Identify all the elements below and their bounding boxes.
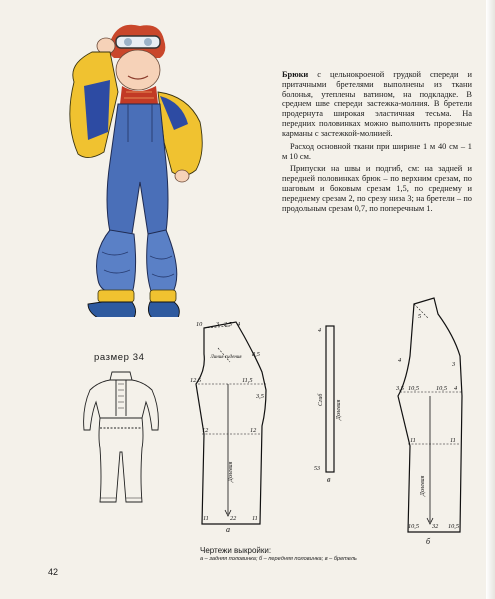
pattern-b-grain-label: Долевая: [420, 475, 426, 496]
pattern-b-n-d: 4: [454, 385, 458, 392]
pattern-a-top-num-4: 4: [237, 321, 241, 328]
pattern-b-mid-left: 11: [410, 437, 416, 444]
paragraph-seam-allowances: Припуски на швы и подгиб, см: на задней и передней половинках брюк – по верхним срезам, по шаговым и боковым срезам 1,5, по среднему и переднему срезам 2, по срезу низа 3; на бретели – по продольным срезам 0,7, по поперечным 1.: [282, 164, 472, 213]
pattern-b-bot-mid: 32: [432, 523, 439, 530]
pattern-b-bot-right: 10,5: [448, 523, 460, 530]
pattern-v-top-num: 4: [318, 328, 321, 334]
pattern-back-half: [190, 314, 276, 534]
pattern-a-seat-line-label: Линия сидения: [210, 355, 242, 360]
overalls-flat-sketch: [78, 368, 164, 510]
pattern-caption: [200, 546, 470, 562]
paragraph-description: [282, 70, 472, 139]
pattern-b-mid-right: 11: [450, 437, 456, 444]
pattern-a-bot-right: 11: [252, 515, 258, 522]
pattern-a-right-top: 8,5: [252, 351, 260, 358]
pattern-v-bot-num: 53: [314, 466, 320, 472]
pattern-a-bot-left: 11: [203, 515, 209, 522]
pattern-v-fold-label: Сгиб: [318, 393, 324, 406]
pattern-a-side: 3,5: [256, 393, 264, 400]
pattern-b-left-mid: 4: [398, 357, 402, 364]
pattern-v-letter: в: [327, 475, 331, 484]
page-edge: [486, 0, 495, 599]
pattern-a-mid-left: 12: [202, 427, 209, 434]
pattern-a-crotch: 12,5: [190, 377, 202, 384]
caption-legend: а – задняя половинка; б – передняя половинка; в – бретель: [200, 556, 357, 562]
pattern-b-n-a: 3,5: [396, 385, 404, 392]
pattern-a-grain-label: Долевая: [228, 461, 234, 482]
pattern-front-half: [390, 296, 470, 548]
paragraph-fabric-usage: Расход основной ткани при ширине 1 м 40 см – 1 м 10 см.: [282, 141, 472, 161]
pattern-b-n-b: 10,5: [408, 385, 420, 392]
pattern-b-n-c: 10,5: [436, 385, 448, 392]
pattern-a-mid-right: 12: [250, 427, 257, 434]
pattern-a-letter: а: [226, 525, 230, 534]
pattern-strap: [314, 316, 346, 484]
pattern-b-side: 3: [452, 361, 456, 368]
pattern-a-top-num-2: 3: [216, 321, 220, 328]
pattern-v-grain-label: Долевая: [336, 399, 342, 420]
pattern-a-bot-mid: 22: [230, 515, 237, 522]
size-label: размер 34: [94, 352, 145, 363]
pattern-b-bot-left: 10,5: [408, 523, 420, 530]
pattern-a-top-num-3: 2,5: [224, 321, 232, 328]
pattern-b-top: 5: [418, 313, 422, 320]
description-text: [282, 70, 472, 217]
pattern-a-hip: 11,5: [242, 377, 253, 384]
description-body: с цельнокроеной грудкой спереди и притачными бретелями выполнены из ткани болонья, утеплены ватином, на подкладке. В среднем шве спереди застежка-молния. В бретели продернута широкая эластичная тесьма. На передних половинках можно выполнить прорезные карманы с застежкой-молнией.: [282, 70, 472, 138]
caption-title: Чертежи выкройки:: [200, 546, 272, 555]
pattern-b-letter: б: [426, 537, 431, 546]
page-number: 42: [48, 567, 59, 577]
child-in-overalls-illustration: [48, 12, 228, 342]
pattern-a-top-num-1: 10: [196, 321, 203, 328]
item-heading: Брюки: [282, 70, 309, 79]
